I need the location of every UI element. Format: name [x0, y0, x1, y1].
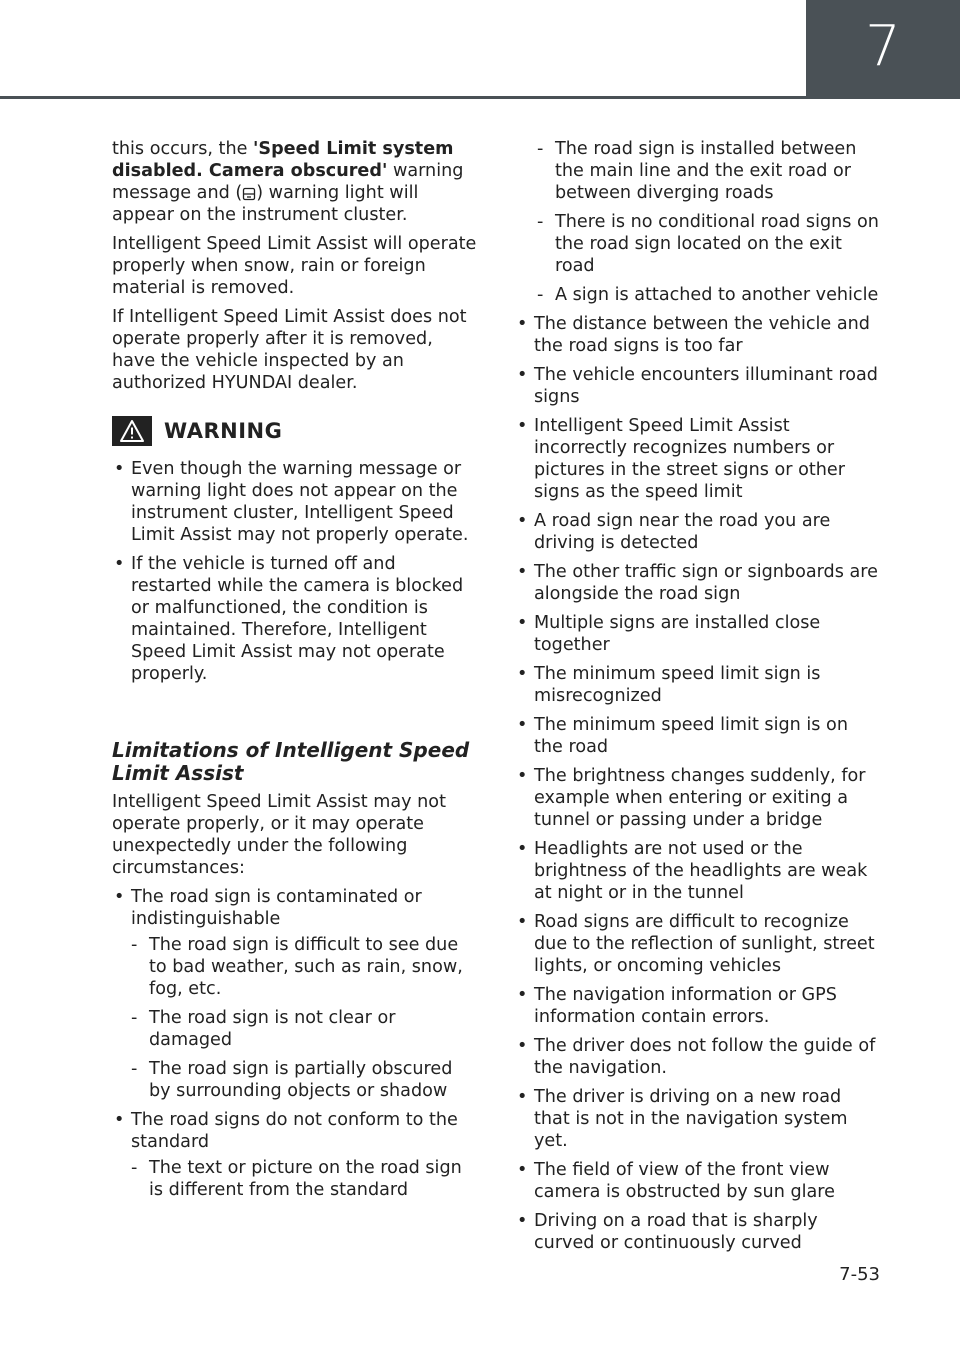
page-number: 7-53: [839, 1264, 880, 1285]
camera-obscured-icon: [242, 187, 256, 201]
list-item: • Intelligent Speed Limit Assist incorrectly recognizes numbers or pictures in the street signs or other signs as the speed limit: [515, 415, 881, 503]
sub-list-item: - The road sign is not clear or damaged: [131, 1007, 478, 1051]
list-item: • The navigation information or GPS information contain errors.: [515, 984, 881, 1028]
limitations-list-continued: [515, 313, 881, 1254]
warning-message-text: 'Speed Limit system disabled. Camera obscured': [112, 139, 454, 181]
sub-list-item: - There is no conditional road signs on the road sign located on the exit road: [515, 211, 881, 277]
warning-heading: [112, 416, 478, 446]
list-item: • Road signs are difficult to recognize due to the reflection of sunlight, street lights, or oncoming vehicles: [515, 911, 881, 977]
section-title: Limitations of Intelligent Speed Limit Assist: [112, 738, 470, 785]
sub-list-item: - The road sign is difficult to see due to bad weather, such as rain, snow, fog, etc.: [131, 934, 478, 1000]
warning-item: • If the vehicle is turned off and restarted while the camera is blocked or malfunctioned, the condition is maintained. Therefore, Intelligent Speed Limit Assist may not operate properly.: [112, 553, 478, 685]
header-rule: [0, 96, 806, 99]
warning-item: • Even though the warning message or warning light does not appear on the instrument cluster, Intelligent Speed Limit Assist may not properly operate.: [112, 458, 478, 546]
list-item: • The vehicle encounters illuminant road signs: [515, 364, 881, 408]
list-item: • The road sign is contaminated or indistinguishable - The road sign is difficult to see due to bad weather, such as rain, snow, fog, etc. - The road sign is not clear or damaged - The road sign is partially obscured by surrounding objects or shadow: [112, 886, 478, 1102]
sub-list-item: - The text or picture on the road sign is different from the standard: [131, 1157, 478, 1201]
list-item: • Driving on a road that is sharply curved or continuously curved: [515, 1210, 881, 1254]
intro-paragraph: this occurs, the 'Speed Limit system disabled. Camera obscured' warning message and ( ) warning light will appear on the instrument cluster.: [112, 139, 464, 225]
right-column: [515, 138, 881, 1261]
list-item: • Multiple signs are installed close together: [515, 612, 881, 656]
sub-list: [131, 934, 478, 1102]
continued-sub-list: [515, 138, 881, 306]
warning-list: [112, 458, 478, 685]
sub-list-item: - The road sign is partially obscured by surrounding objects or shadow: [131, 1058, 478, 1102]
chapter-number: 7: [865, 14, 901, 79]
warning-title: WARNING: [164, 419, 283, 443]
sub-list-item: - A sign is attached to another vehicle: [515, 284, 881, 306]
dealer-paragraph: If Intelligent Speed Limit Assist does not operate properly after it is removed, have the vehicle inspected by an authorized HYUNDAI dealer.: [112, 307, 467, 393]
list-item: • A road sign near the road you are driving is detected: [515, 510, 881, 554]
list-item: • The minimum speed limit sign is misrecognized: [515, 663, 881, 707]
left-column: [112, 138, 478, 1208]
list-item: • Headlights are not used or the brightness of the headlights are weak at night or in the tunnel: [515, 838, 881, 904]
sub-list-item: - The road sign is installed between the main line and the exit road or between diverging roads: [515, 138, 881, 204]
list-item: • The road signs do not conform to the standard - The text or picture on the road sign is different from the standard: [112, 1109, 478, 1201]
list-item: • The distance between the vehicle and the road signs is too far: [515, 313, 881, 357]
warning-triangle-icon: [112, 416, 152, 446]
list-item: • The driver does not follow the guide of the navigation.: [515, 1035, 881, 1079]
sub-list: [131, 1157, 478, 1201]
limitations-list: [112, 886, 478, 1201]
section-intro: Intelligent Speed Limit Assist may not operate properly, or it may operate unexpectedly under the following circumstances:: [112, 792, 446, 878]
chapter-tab: [806, 0, 960, 99]
snow-rain-paragraph: Intelligent Speed Limit Assist will operate properly when snow, rain or foreign material is removed.: [112, 234, 477, 298]
list-item: • The other traffic sign or signboards are alongside the road sign: [515, 561, 881, 605]
list-item: • The brightness changes suddenly, for example when entering or exiting a tunnel or passing under a bridge: [515, 765, 881, 831]
list-item: • The minimum speed limit sign is on the road: [515, 714, 881, 758]
list-item: • The field of view of the front view camera is obstructed by sun glare: [515, 1159, 881, 1203]
list-item: • The driver is driving on a new road that is not in the navigation system yet.: [515, 1086, 881, 1152]
